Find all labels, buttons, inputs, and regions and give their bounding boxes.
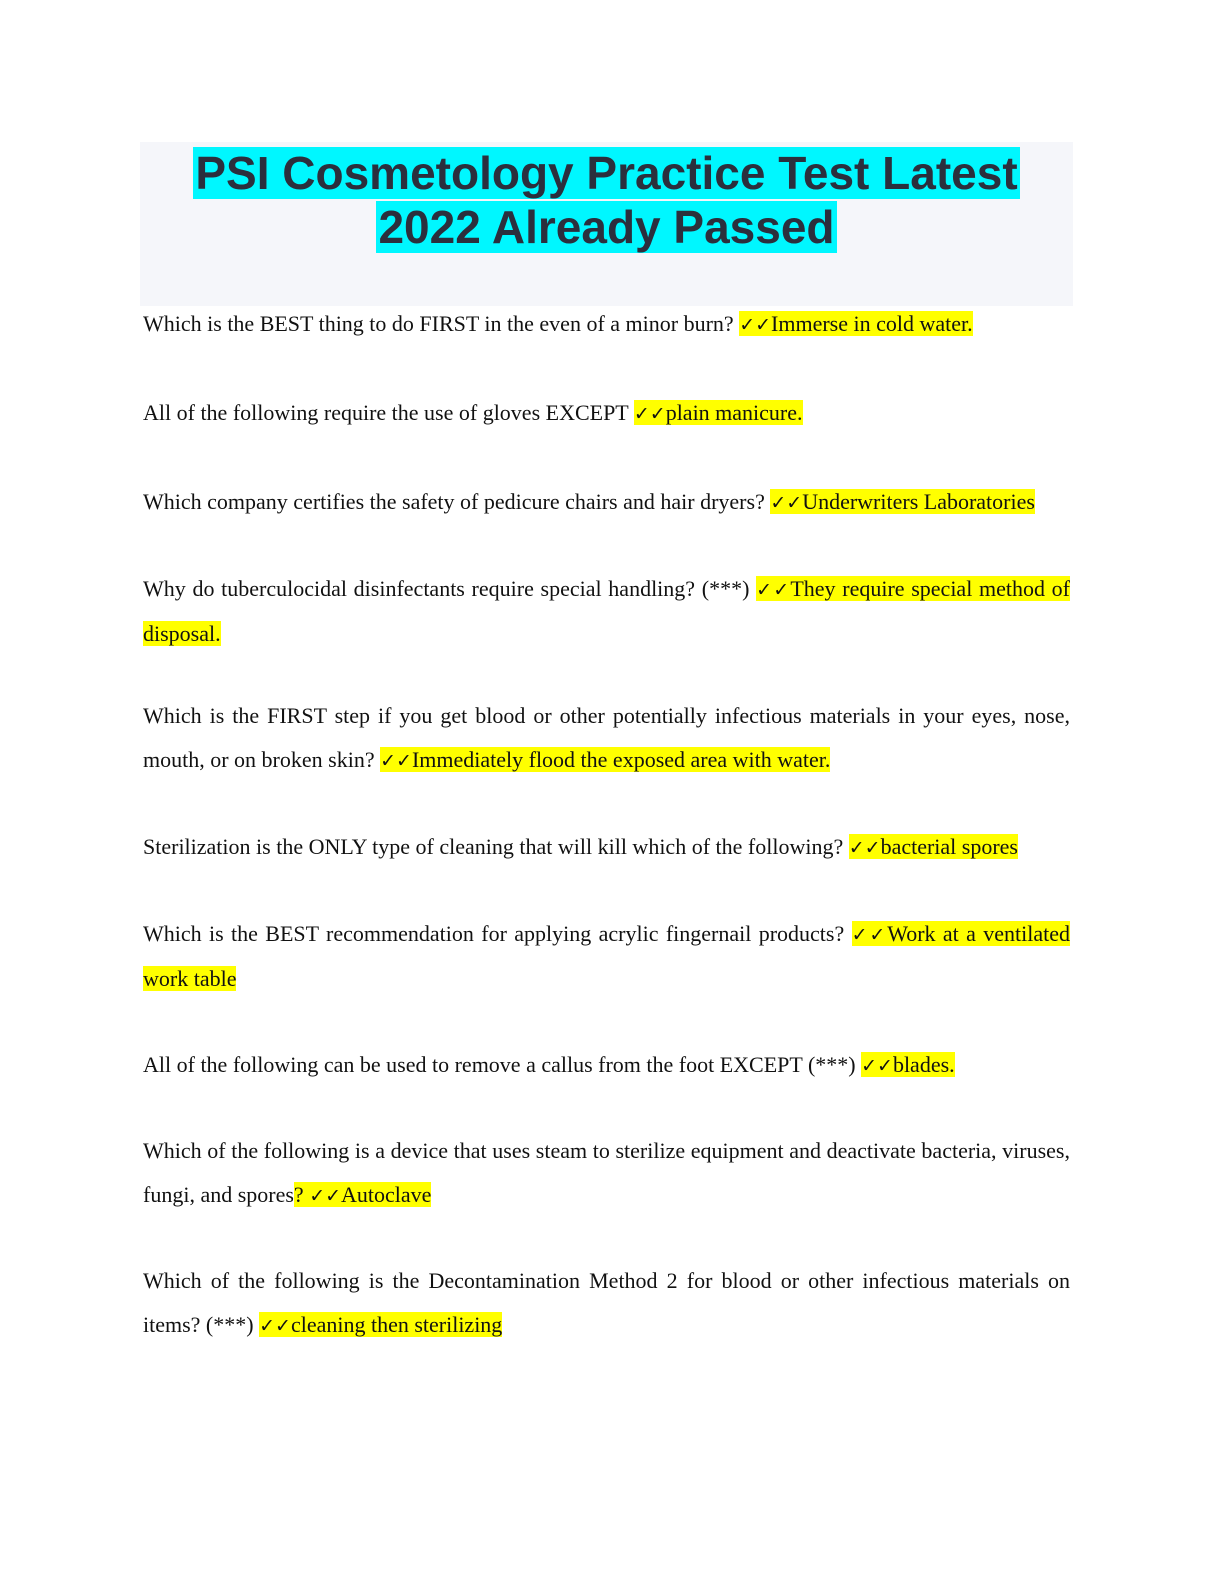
title-line-2: 2022 Already Passed: [378, 201, 835, 253]
question-text: Which is the BEST recommendation for applying acrylic fingernail products?: [143, 921, 852, 946]
answer-text: Immediately flood the exposed area with water.: [411, 747, 831, 772]
question-text: Which company certifies the safety of pedicure chairs and hair dryers?: [143, 489, 771, 514]
title-line-1: PSI Cosmetology Practice Test Latest: [195, 147, 1018, 199]
question-text: Which of the following is a device that uses steam to sterilize equipment and deactivate bacteria, viruses, fungi, and spores: [143, 1138, 1070, 1207]
answer-highlight: [770, 489, 1035, 514]
check-mark-icon: ✓✓: [633, 403, 666, 425]
answer-text: Underwriters Laboratories: [802, 489, 1035, 514]
question-text: Which is the FIRST step if you get blood or other potentially infectious materials in your eyes, nose, mouth, or on broken skin?: [143, 703, 1070, 772]
qa-item: [143, 302, 1070, 347]
answer-text: blades.: [892, 1052, 955, 1077]
title-block: [140, 142, 1073, 306]
qa-item: [143, 391, 1070, 436]
check-mark-icon: ✓✓: [739, 314, 772, 336]
qa-item: [143, 567, 1070, 656]
answer-text: bacterial spores: [880, 834, 1018, 859]
qa-item: [143, 1043, 1070, 1088]
answer-text: Autoclave: [341, 1182, 432, 1207]
answer-highlight: [634, 400, 803, 425]
check-mark-icon: ✓✓: [848, 837, 881, 859]
answer-prefix: ?: [293, 1182, 310, 1207]
question-text: All of the following require the use of gloves EXCEPT: [143, 400, 634, 425]
answer-text: Immerse in cold water.: [771, 311, 973, 336]
answer-text: cleaning then sterilizing: [290, 1312, 503, 1337]
qa-item: [143, 694, 1070, 783]
answer-text: plain manicure.: [665, 400, 803, 425]
question-text: Which is the BEST thing to do FIRST in the even of a minor burn?: [143, 311, 740, 336]
answer-text: They require special method of disposal.: [143, 576, 1070, 646]
qa-item: [143, 825, 1070, 870]
answer-highlight: [861, 1052, 955, 1077]
qa-item: [143, 1129, 1070, 1218]
check-mark-icon: ✓✓: [770, 492, 803, 514]
answer-highlight: [259, 1312, 502, 1337]
question-text: Which of the following is the Decontamination Method 2 for blood or other infectious materials on items? (***): [143, 1268, 1070, 1337]
check-mark-icon: ✓✓: [309, 1185, 342, 1207]
answer-highlight: [849, 834, 1018, 859]
check-mark-icon: ✓✓: [756, 579, 791, 601]
answer-highlight: [380, 747, 830, 772]
question-text: All of the following can be used to remove a callus from the foot EXCEPT (***): [143, 1052, 862, 1077]
qa-item: [143, 912, 1070, 1001]
qa-list: [143, 302, 1070, 1348]
question-text: Why do tuberculocidal disinfectants require special handling? (***): [143, 576, 757, 601]
question-text: Sterilization is the ONLY type of cleaning that will kill which of the following?: [143, 834, 849, 859]
check-mark-icon: ✓✓: [259, 1315, 291, 1337]
answer-highlight: [739, 311, 972, 336]
check-mark-icon: ✓✓: [861, 1055, 893, 1077]
qa-item: [143, 480, 1070, 525]
check-mark-icon: ✓✓: [851, 924, 888, 946]
answer-text: Work at a ventilated work table: [143, 921, 1070, 991]
check-mark-icon: ✓✓: [380, 750, 412, 772]
qa-item: [143, 1259, 1070, 1348]
document-title: [140, 142, 1073, 254]
answer-highlight: [294, 1182, 432, 1207]
